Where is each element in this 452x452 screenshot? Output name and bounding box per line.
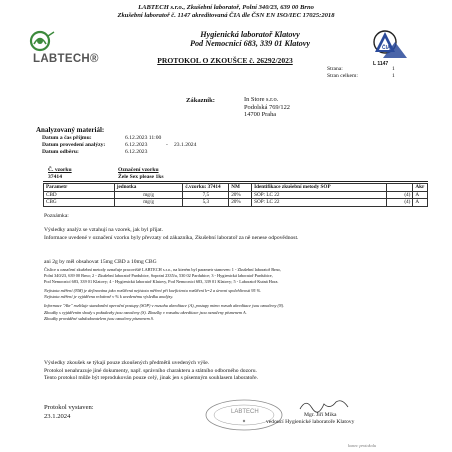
- table-header-row: [44, 184, 428, 192]
- col-site: [387, 184, 413, 192]
- col-parameter: Parametr: [44, 184, 115, 192]
- svg-text:ČIA: ČIA: [382, 45, 391, 51]
- analysis-date-label: Datum provedení analýzy:: [42, 142, 106, 148]
- col-method: Identifikace zkušební metody SOP: [252, 184, 387, 192]
- customer-address: [244, 96, 290, 119]
- lab-stamp-icon: [204, 398, 284, 432]
- note-line: Zkoušky s vyjádřením shody s požadavky jsou označeny (S). Zkoušky v rozsahu akreditace jsou označeny písmenem A.: [44, 309, 247, 315]
- cell-value: 7,5: [183, 191, 229, 199]
- statement-sample: Výsledky analýz se vztahují na vzorek, jak byl přijat.: [44, 227, 163, 233]
- sample-designation-value: Žele Sex please 1ks: [118, 174, 164, 180]
- note-line: Pod Nemocnicí 683, 339 01 Klatovy; 4 - Hygienická laboratoř Klatovy, Pod Nemocnicí 683, 339 01 Klatovy; 5 - Laboratoř Kutná Hora.: [44, 279, 279, 285]
- note-line: Polní 340/23, 639 00 Brno; 2 - Zkušební laboratoř Pardubice, Sopotní 2335/a, 530 02 Pardubice; 3 - Hygienická laboratoř Pardubice,: [44, 273, 273, 279]
- note-line: Informace "Akr" rozlišuje standardní operační postupy (SOP) v rozsahu akreditace (A), postupy mimo rozsah akreditace jsou označeny (N).: [44, 303, 285, 309]
- cell-uncertainty: 20%: [229, 191, 252, 199]
- received-value: 6.12.2023 11:00: [125, 135, 162, 141]
- received-label: Datum a čas příjmu:: [42, 135, 92, 141]
- signer-role: vedoucí Hygienické laboratoře Klatovy: [266, 419, 355, 425]
- cell-method: SOP: LC 22: [252, 199, 387, 207]
- material-heading: Analyzovaný materiál:: [36, 126, 105, 134]
- cell-site: (4): [387, 199, 413, 207]
- cell-parameter: CBG: [44, 199, 115, 207]
- note-line: Nejistota měření je vyjádřena relativně v % k uvedenému výsledku analýzy.: [44, 294, 174, 300]
- sample-no-label: Č. vzorku: [48, 167, 72, 173]
- signer-name: Mgr. Jiří Mika: [304, 412, 337, 418]
- table-row: [44, 199, 428, 207]
- analysis-date-to: 23.1.2024: [174, 142, 197, 148]
- logo-text: LABTECH®: [33, 53, 99, 65]
- end-of-protocol: konec protokolu: [348, 443, 377, 448]
- pages-total-label: Stran celkem:: [327, 73, 358, 79]
- pages-total-value: 1: [392, 73, 395, 79]
- cell-parameter: CBD: [44, 191, 115, 199]
- customer-city: 14700 Praha: [244, 111, 277, 119]
- analysis-date-from: 6.12.2023: [125, 142, 148, 148]
- header-accreditation: Zkušební laboratoř č. 1147 akreditovaná ČIA dle ČSN EN ISO/IEC 17025:2018: [117, 12, 335, 19]
- protocol-title: PROTOKOL O ZKOUŠCE č. 26292/2023: [157, 56, 293, 65]
- issued-date: 23.1.2024: [44, 413, 71, 420]
- cell-site: (4): [387, 191, 413, 199]
- customer-street: Podolská 769/122: [244, 103, 290, 111]
- note-line: Číslice u označení zkušební metody označuje pracoviště LABTECH s.r.o., na kterém byl parametr stanoven: 1 - Zkušební laboratoř Brno,: [44, 267, 281, 272]
- lab-title: Hygienická laboratoř Klatovy: [200, 30, 300, 39]
- closing-line: Tento protokol může být reprodukován pouze celý, jinak jen s písemným souhlasem laboratoře.: [44, 375, 258, 382]
- dose-note: ani 2g by měl obsahovat 15mg CBD a 10mg CBG: [44, 259, 157, 265]
- col-unit: jednotka: [114, 184, 183, 192]
- sample-designation-label: Označení vzorku: [118, 167, 159, 173]
- cell-unit: mg/g: [114, 191, 183, 199]
- sampling-date-label: Datum odběru:: [42, 149, 79, 155]
- sample-no-value: 37414: [48, 174, 62, 180]
- col-sample: č.vzorku: 37414: [183, 184, 229, 192]
- statement-customer-info: Informace uvedené v označení vzorku byly převzaty od zákazníka, Zkušební laboratoř za ně nenese odpovědnost.: [44, 235, 299, 241]
- page-value: 1: [392, 66, 395, 72]
- issued-label: Protokol vystaven:: [44, 404, 94, 411]
- note-line: Nejistota měření (NM) je definována jako rozšířená nejistota měření při koeficientu rozšíření k=2 a úrovni spolehlivosti 95 %.: [44, 288, 262, 294]
- lab-address: Pod Nemocnicí 683, 339 01 Klatovy: [189, 38, 311, 48]
- accreditation-number: L 1147: [373, 61, 389, 67]
- sample-divider: [43, 181, 428, 182]
- stamp-text: LABTECH: [231, 409, 259, 415]
- cell-method: SOP: LC 22: [252, 191, 387, 199]
- results-table: [43, 183, 428, 207]
- closing-line: Protokol nenahrazuje jiné dokumenty, např. správního charakteru a státního odborného dozoru.: [44, 367, 257, 374]
- col-uncertainty: NM: [229, 184, 252, 192]
- customer-label: Zákazník:: [186, 97, 215, 104]
- cell-accreditation: A: [413, 191, 428, 199]
- closing-line: Výsledky zkoušek se týkají pouze zkoušených předmětů uvedených výše.: [44, 360, 210, 366]
- sampling-date-value: 6.12.2023: [125, 149, 148, 155]
- lab-title-block: [150, 31, 350, 48]
- customer-name: In Store s.r.o.: [244, 96, 279, 103]
- notes-block: [44, 267, 284, 322]
- date-dash: -: [166, 142, 168, 148]
- cell-unit: mg/g: [114, 199, 183, 207]
- note-line: Zkoušky prováděné subdodavatelem jsou označeny písmenem S.: [44, 315, 154, 321]
- table-row: [44, 191, 428, 199]
- col-accreditation: Akr: [413, 184, 428, 192]
- cell-accreditation: A: [413, 199, 428, 207]
- cell-value: 5,3: [183, 199, 229, 207]
- remark-label: Poznámka:: [44, 213, 69, 219]
- closing-block: [44, 360, 258, 383]
- cell-uncertainty: 20%: [229, 199, 252, 207]
- page-label: Strana:: [327, 66, 343, 72]
- header-lab-address: LABTECH s.r.o., Zkušební laboratoř, Polní 340/23, 639 00 Brno: [138, 4, 314, 11]
